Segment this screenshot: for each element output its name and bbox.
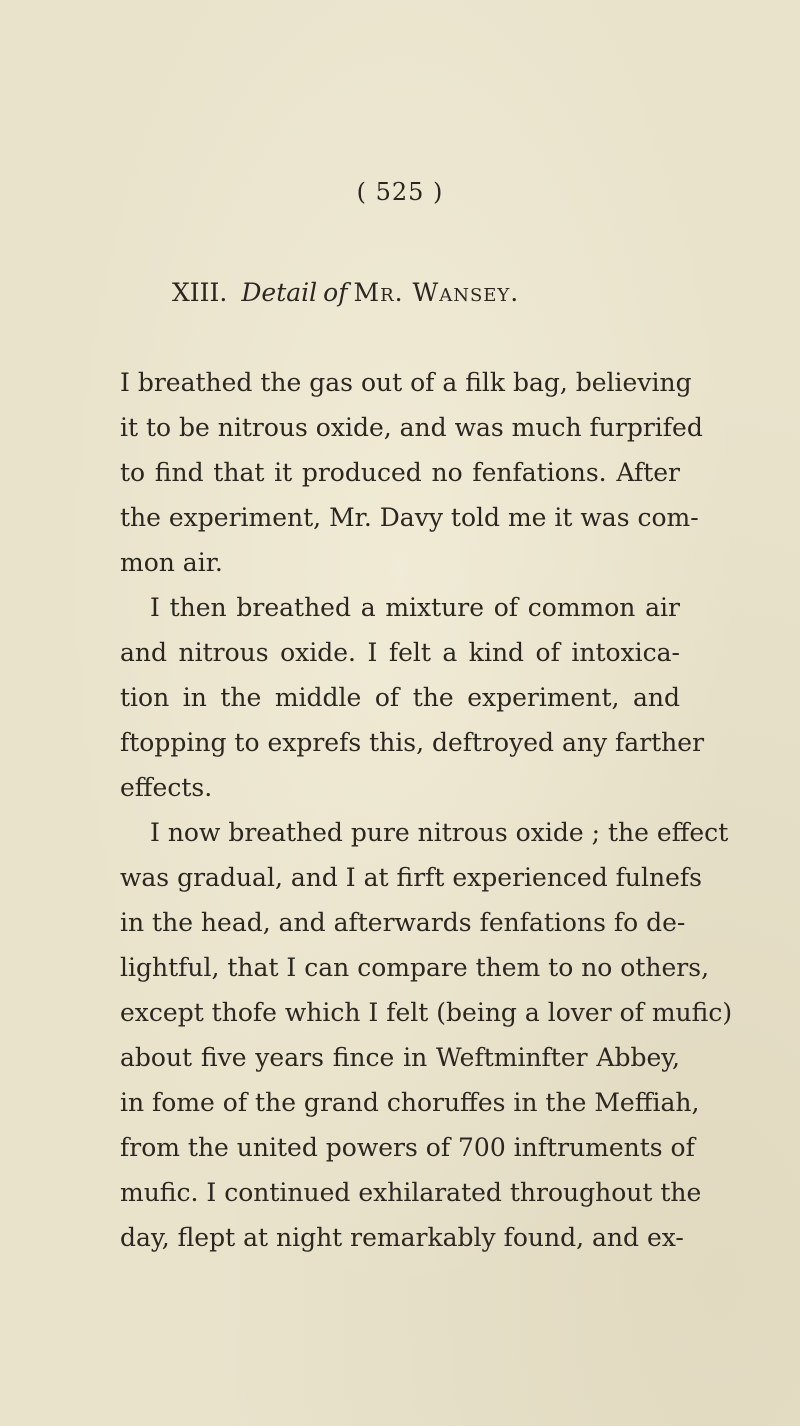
text-line: I then breathed a mixture of common air bbox=[150, 593, 680, 622]
text-line: from the united powers of 700 inftruments of bbox=[120, 1133, 695, 1162]
text-line: was gradual, and I at firft experienced fulnefs bbox=[120, 863, 702, 892]
text-line: effects. bbox=[120, 773, 213, 802]
page-number: ( 525 ) bbox=[356, 178, 444, 206]
heading-of: of bbox=[323, 278, 348, 307]
body-text bbox=[120, 360, 733, 1260]
section-numeral: XIII. bbox=[172, 278, 228, 307]
text-line: about five years fince in Weftminfter Abbey, bbox=[120, 1043, 680, 1072]
text-line: I breathed the gas out of a filk bag, believing bbox=[120, 368, 692, 397]
text-line: day, flept at night remarkably found, and ex- bbox=[120, 1223, 684, 1252]
text-line: tion in the middle of the experiment, and bbox=[120, 683, 680, 712]
text-line: in the head, and afterwards fenfations fo de- bbox=[120, 908, 686, 937]
heading-name: Mr. Wansey. bbox=[353, 278, 520, 307]
text-line: in fome of the grand choruffes in the Meffiah, bbox=[120, 1088, 700, 1117]
text-line: and nitrous oxide. I felt a kind of intoxica- bbox=[120, 638, 680, 667]
text-line: lightful, that I can compare them to no others, bbox=[120, 953, 710, 982]
text-line: except thofe which I felt (being a lover of mufic) bbox=[120, 998, 733, 1027]
text-line: ftopping to exprefs this, deftroyed any farther bbox=[120, 728, 705, 757]
section-heading bbox=[172, 278, 519, 307]
text-line: mufic. I continued exhilarated throughout the bbox=[120, 1178, 702, 1207]
text-line: it to be nitrous oxide, and was much furprifed bbox=[120, 413, 703, 442]
heading-detail: Detail bbox=[241, 278, 318, 307]
text-line: the experiment, Mr. Davy told me it was com- bbox=[120, 503, 699, 532]
text-line: to find that it produced no fenfations. After bbox=[120, 458, 680, 487]
text-line: I now breathed pure nitrous oxide ; the effect bbox=[150, 818, 729, 847]
text-line: mon air. bbox=[120, 548, 223, 577]
